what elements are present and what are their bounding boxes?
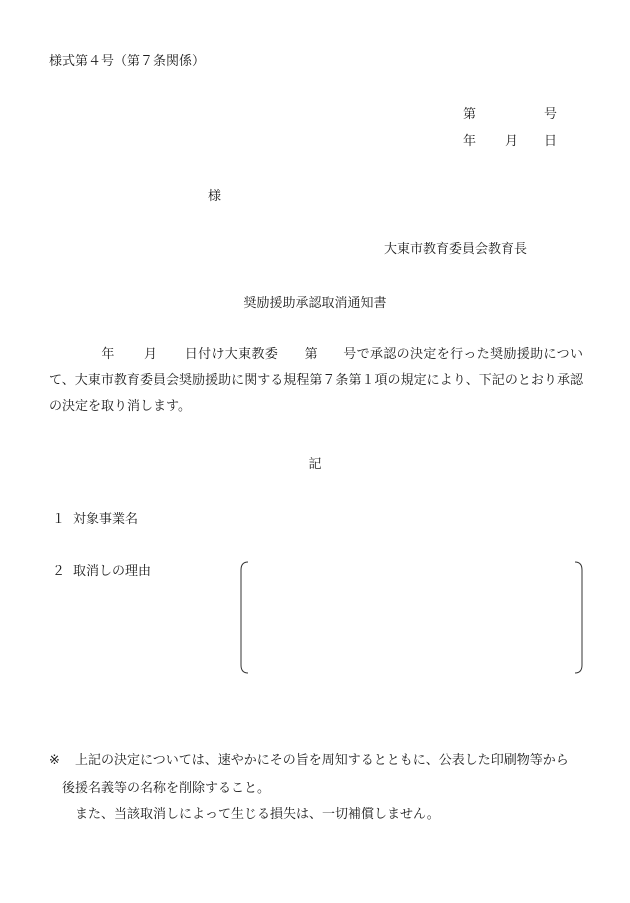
body-text: 号で承認の決定を行った奨励援助について、大東市教育委員会奨励援助に関する規程第７条第１項の規定により、下記のとおり承認の決定を取り消します。 [49,347,583,414]
form-number: 様式第４号（第７条関係） [49,54,206,69]
body-month: 月 [143,347,158,362]
note-line-1: 上記の決定については、速やかにその旨を周知するとともに、公表した印刷物等から [75,753,569,768]
date-month-label: 月 [505,134,519,149]
item-2-number: ２ [52,564,66,579]
recipient-honorific: 様 [208,189,222,204]
document-title: 奨励援助承認取消通知書 [243,296,387,311]
body-paragraph [49,342,583,420]
right-bracket [575,562,582,673]
note-line-3: また、当該取消しによって生じる損失は、一切補償しません。 [75,807,440,822]
body-day-ref: 日付け大東教委 [184,347,279,362]
document-number-suffix: 号 [544,107,558,122]
reason-bracket-box [239,561,584,674]
item-1-label: 対象事業名 [73,512,139,527]
record-heading: 記 [308,457,322,472]
note-mark: ※ [49,753,60,768]
item-1-number: １ [52,512,66,527]
sender-name: 大東市教育委員会教育長 [384,242,528,257]
document-number-prefix: 第 [463,107,477,122]
item-2-label: 取消しの理由 [73,564,152,579]
body-year: 年 [101,347,115,362]
date-day-label: 日 [544,134,558,149]
date-year-label: 年 [463,134,477,149]
body-no-prefix: 第 [304,347,318,362]
left-bracket [241,562,248,673]
note-line-2: 後援名義等の名称を削除すること。 [62,781,271,796]
